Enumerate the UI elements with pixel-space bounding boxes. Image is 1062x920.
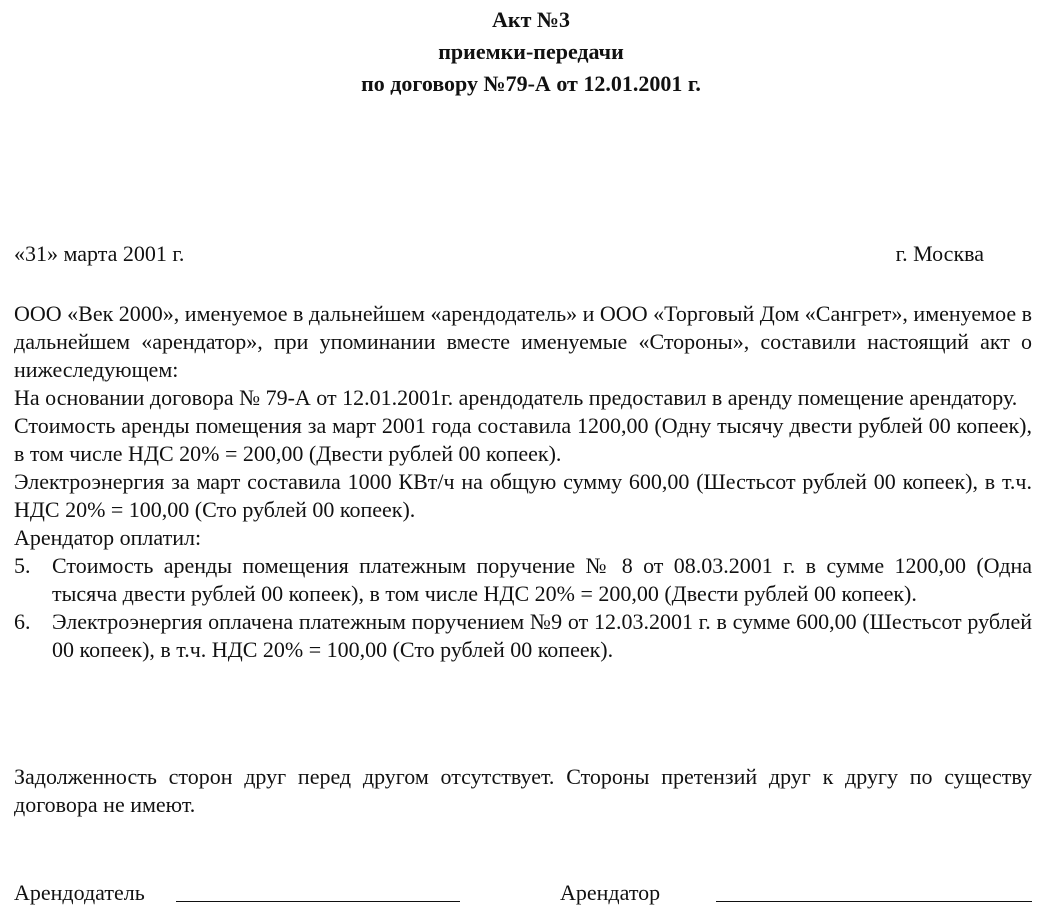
- lessor-signature-line: [176, 901, 460, 902]
- list-item-number: 6.: [14, 609, 31, 634]
- title-line-2: приемки-передачи: [438, 39, 624, 64]
- basis-paragraph: На основании договора № 79-А от 12.01.2001г. арендодатель предоставил в аренду помещение арендатору.: [14, 385, 1018, 410]
- closing-paragraph: Задолженность сторон друг перед другом отсутствует. Стороны претензий друг к другу по существу договора не имеют.: [14, 764, 1032, 817]
- payments-list: [14, 552, 1032, 664]
- date-place-line: [14, 240, 984, 268]
- document-title: [0, 4, 1062, 100]
- paid-heading: Арендатор оплатил:: [14, 525, 202, 550]
- title-line-3: по договору №79-А от 12.01.2001 г.: [361, 71, 701, 96]
- signature-block: [14, 879, 1034, 909]
- electricity-paragraph: Электроэнергия за март составила 1000 КВт/ч на общую сумму 600,00 (Шестьсот рублей 00 копеек), в т.ч. НДС 20% = 100,00 (Сто рублей 00 копеек).: [14, 469, 1032, 522]
- intro-paragraph: ООО «Век 2000», именуемое в дальнейшем «арендодатель» и ООО «Торговый Дом «Сангрет», именуемое в дальнейшем «арендатор», при упоминании вместе именуемые «Стороны», составили настоящий акт о нижеследующем:: [14, 301, 1032, 382]
- rent-cost-paragraph: Стоимость аренды помещения за март 2001 года составила 1200,00 (Одну тысячу двести рублей 00 копеек), в том числе НДС 20% = 200,00 (Двести рублей 00 копеек).: [14, 413, 1032, 466]
- lessee-signature-label: Арендатор: [560, 880, 661, 905]
- lessee-signature-line: [716, 901, 1032, 902]
- lessor-signature-label: Арендодатель: [14, 880, 145, 905]
- document-city: г. Москва: [895, 241, 984, 266]
- list-item-text: Стоимость аренды помещения платежным поручение № 8 от 08.03.2001 г. в сумме 1200,00 (Одна тысяча двести рублей 00 копеек), в том числе НДС 20% = 200,00 (Двести рублей 00 копеек).: [52, 553, 1032, 606]
- list-item: [14, 552, 1032, 608]
- document-date: «31» марта 2001 г.: [14, 241, 185, 266]
- document-body: [14, 300, 1032, 664]
- list-item-text: Электроэнергия оплачена платежным поручением №9 от 12.03.2001 г. в сумме 600,00 (Шестьсот рублей 00 копеек), в т.ч. НДС 20% = 100,00 (Сто рублей 00 копеек).: [52, 609, 1032, 662]
- title-line-1: Акт №3: [492, 7, 570, 32]
- list-item-number: 5.: [14, 553, 31, 578]
- list-item: [14, 608, 1032, 664]
